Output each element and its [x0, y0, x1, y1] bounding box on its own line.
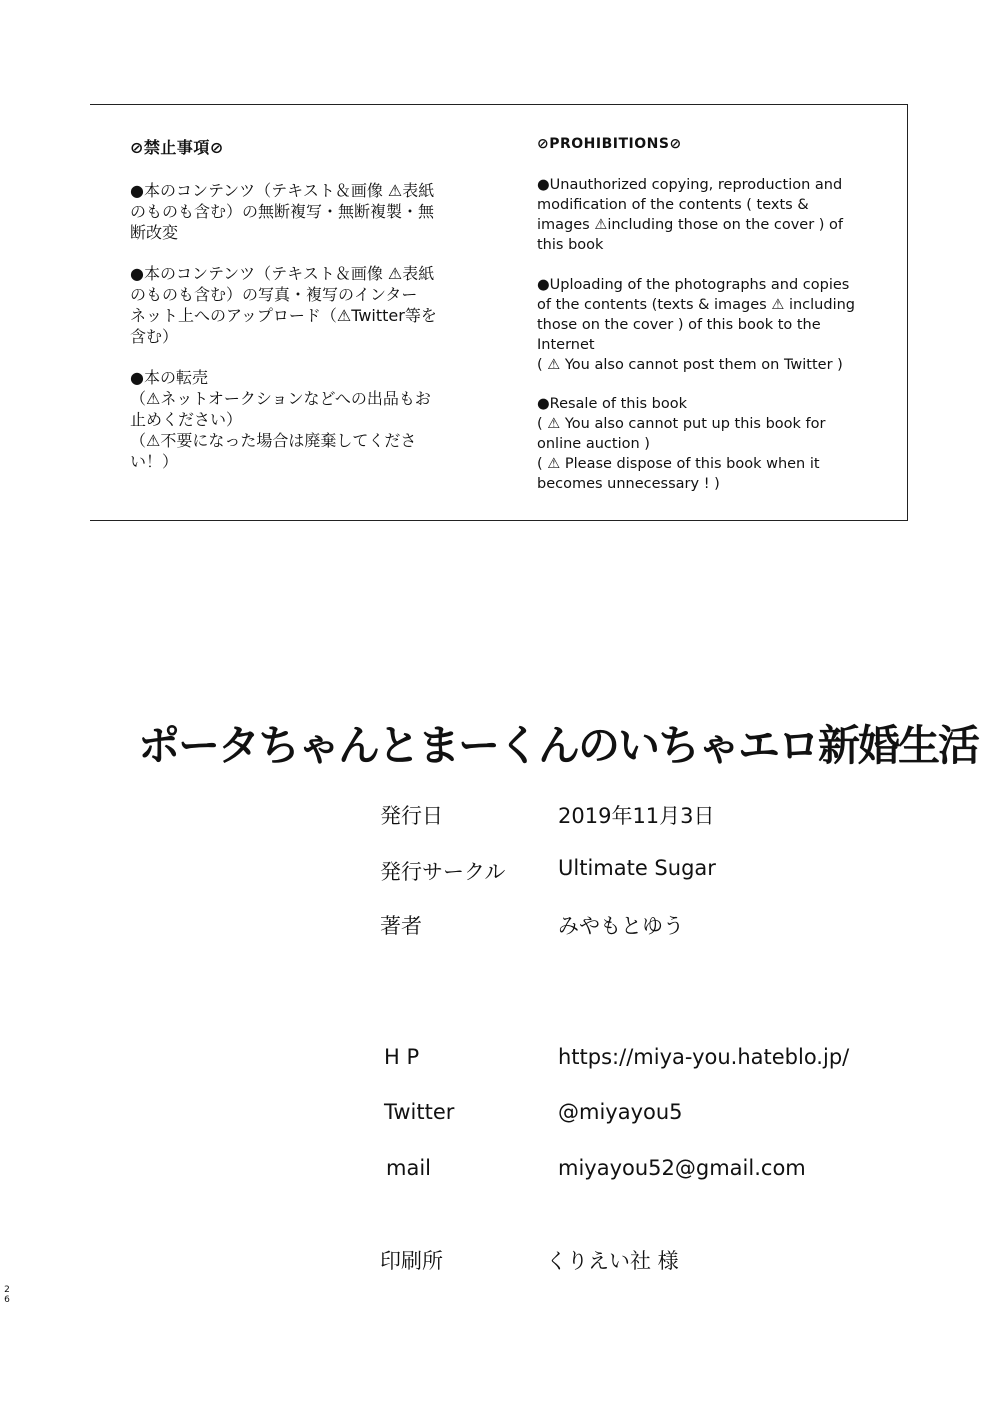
prohibition-en-item: ●Unauthorized copying, reproduction and modification of the contents ( texts & images ⚠including those on the cover ) of this book — [537, 177, 844, 253]
book-title: ポータちゃんとまーくんのいちゃエロ新婚生活 — [138, 721, 979, 770]
page-number — [2, 1285, 12, 1305]
colophon-label: H P — [384, 1045, 420, 1069]
prohibitions-box — [90, 104, 908, 521]
colophon-label: 印刷所 — [380, 1249, 443, 1273]
colophon-label: Twitter — [384, 1100, 455, 1124]
homepage-link[interactable]: https://miya-you.hateblo.jp/ — [558, 1045, 850, 1069]
prohibition-en-item: ●Resale of this book ( ⚠ You also cannot put up this book for online auction ) ( ⚠ Please dispose of this book when it becomes unnecessary ! ) — [537, 396, 826, 492]
email-link[interactable]: miyayou52@gmail.com — [558, 1156, 806, 1180]
page-number-digit: 6 — [4, 1295, 10, 1305]
colophon-label: 著者 — [380, 914, 422, 938]
colophon-value: 2019年11月3日 — [558, 804, 715, 828]
prohibition-jp-item: ●本の転売 （⚠ネットオークションなどへの出品もお 止めください） （⚠不要になった場合は廃棄してくださ い！） — [130, 368, 431, 471]
colophon-value: Ultimate Sugar — [558, 856, 716, 880]
prohibition-jp-item: ●本のコンテンツ（テキスト＆画像 ⚠表紙 のものも含む）の写真・複写のインター ネット上へのアップロード（⚠Twitter等を 含む） — [130, 264, 437, 346]
colophon-label: 発行サークル — [380, 860, 506, 884]
page-number-digit: 2 — [4, 1285, 10, 1295]
prohibitions-en-heading: ⊘PROHIBITIONS⊘ — [537, 136, 682, 152]
colophon-label: mail — [386, 1156, 431, 1180]
colophon-label: 発行日 — [380, 804, 443, 828]
prohibition-jp-item: ●本のコンテンツ（テキスト＆画像 ⚠表紙 のものも含む）の無断複写・無断複製・無 断改変 — [130, 181, 435, 242]
colophon-value: みやもとゆう — [558, 914, 684, 938]
prohibitions-jp-heading: ⊘禁止事項⊘ — [130, 138, 224, 157]
colophon-value: くりえい社 様 — [546, 1249, 679, 1273]
prohibition-en-item: ●Uploading of the photographs and copies of the contents (texts & images ⚠ including those on the cover ) of this book to the Internet ( ⚠ You also cannot post them on Twitter ) — [537, 277, 855, 373]
page-number-text — [2, 1285, 12, 1305]
twitter-handle[interactable]: @miyayou5 — [558, 1100, 683, 1124]
